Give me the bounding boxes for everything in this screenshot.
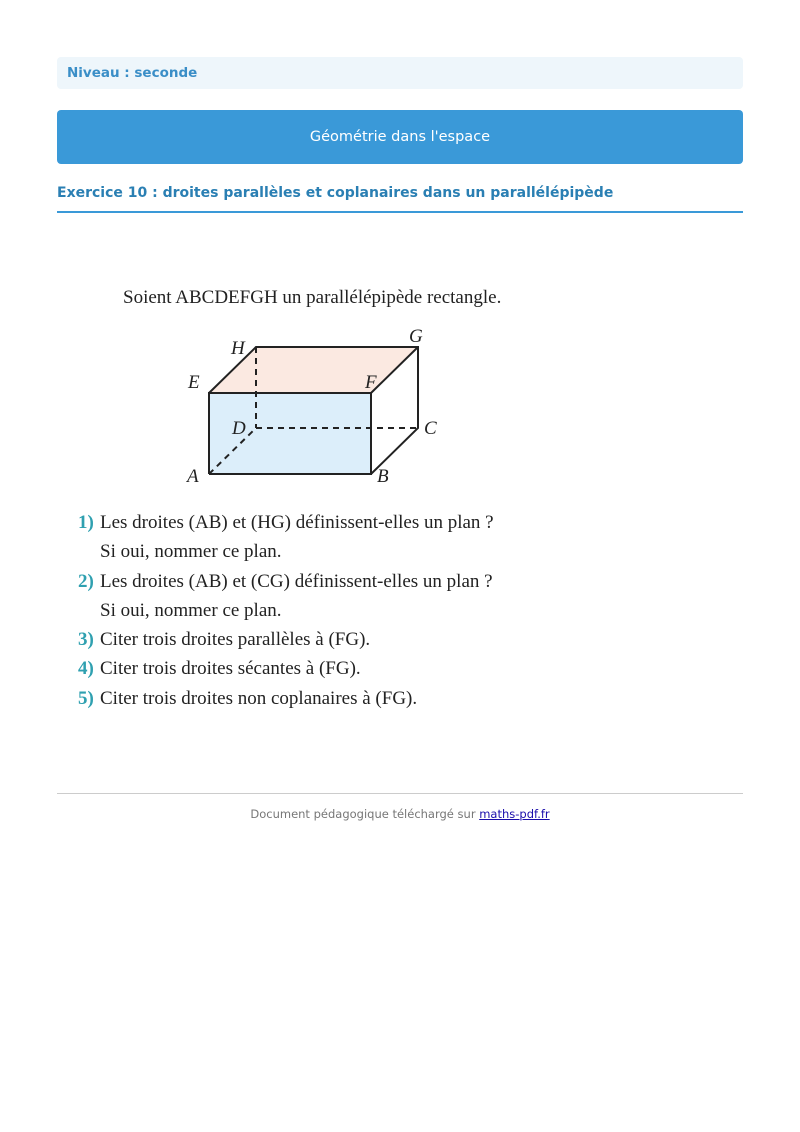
level-label: Niveau : seconde — [67, 65, 198, 81]
footer-divider — [57, 793, 743, 794]
vertex-label-b: B — [377, 466, 389, 487]
question-1 — [78, 508, 494, 537]
footer — [0, 807, 800, 821]
question-text: Si oui, nommer ce plan. — [100, 541, 282, 563]
vertex-label-g: G — [409, 326, 423, 347]
question-text: Citer trois droites non coplanaires à (FG). — [100, 687, 418, 709]
footer-link[interactable]: maths-pdf.fr — [479, 807, 550, 821]
question-list — [78, 508, 494, 713]
vertex-label-f: F — [365, 372, 377, 393]
question-4 — [78, 654, 494, 683]
footer-text: Document pédagogique téléchargé sur — [250, 807, 480, 821]
question-number: 1) — [78, 512, 94, 533]
vertex-label-d: D — [232, 418, 246, 439]
vertex-label-a: A — [187, 466, 199, 487]
question-text: Les droites (AB) et (HG) définissent-elles un plan ? — [100, 512, 494, 533]
question-text: Citer trois droites parallèles à (FG). — [100, 629, 371, 651]
question-number: 2) — [78, 570, 94, 592]
question-2-continuation — [78, 596, 494, 625]
parallelepiped-figure — [0, 0, 800, 520]
question-number: 4) — [78, 658, 94, 680]
question-1-continuation — [78, 537, 494, 566]
topic-banner: Géométrie dans l'espace — [57, 110, 743, 164]
question-text: Citer trois droites sécantes à (FG). — [100, 658, 361, 680]
exercise-statement: Soient ABCDEFGH un parallélépipède rectangle. — [123, 287, 502, 308]
vertex-label-e: E — [188, 372, 200, 393]
vertex-label-c: C — [424, 418, 437, 439]
exercise-title: Exercice 10 : droites parallèles et coplanaires dans un parallélépipède — [57, 185, 743, 213]
question-5 — [78, 684, 494, 713]
question-2 — [78, 567, 494, 596]
question-text: Les droites (AB) et (CG) définissent-elles un plan ? — [100, 570, 493, 592]
question-text: Si oui, nommer ce plan. — [100, 599, 282, 621]
question-number: 3) — [78, 629, 94, 651]
vertex-label-h: H — [231, 338, 245, 359]
question-3 — [78, 625, 494, 654]
question-number: 5) — [78, 687, 94, 709]
